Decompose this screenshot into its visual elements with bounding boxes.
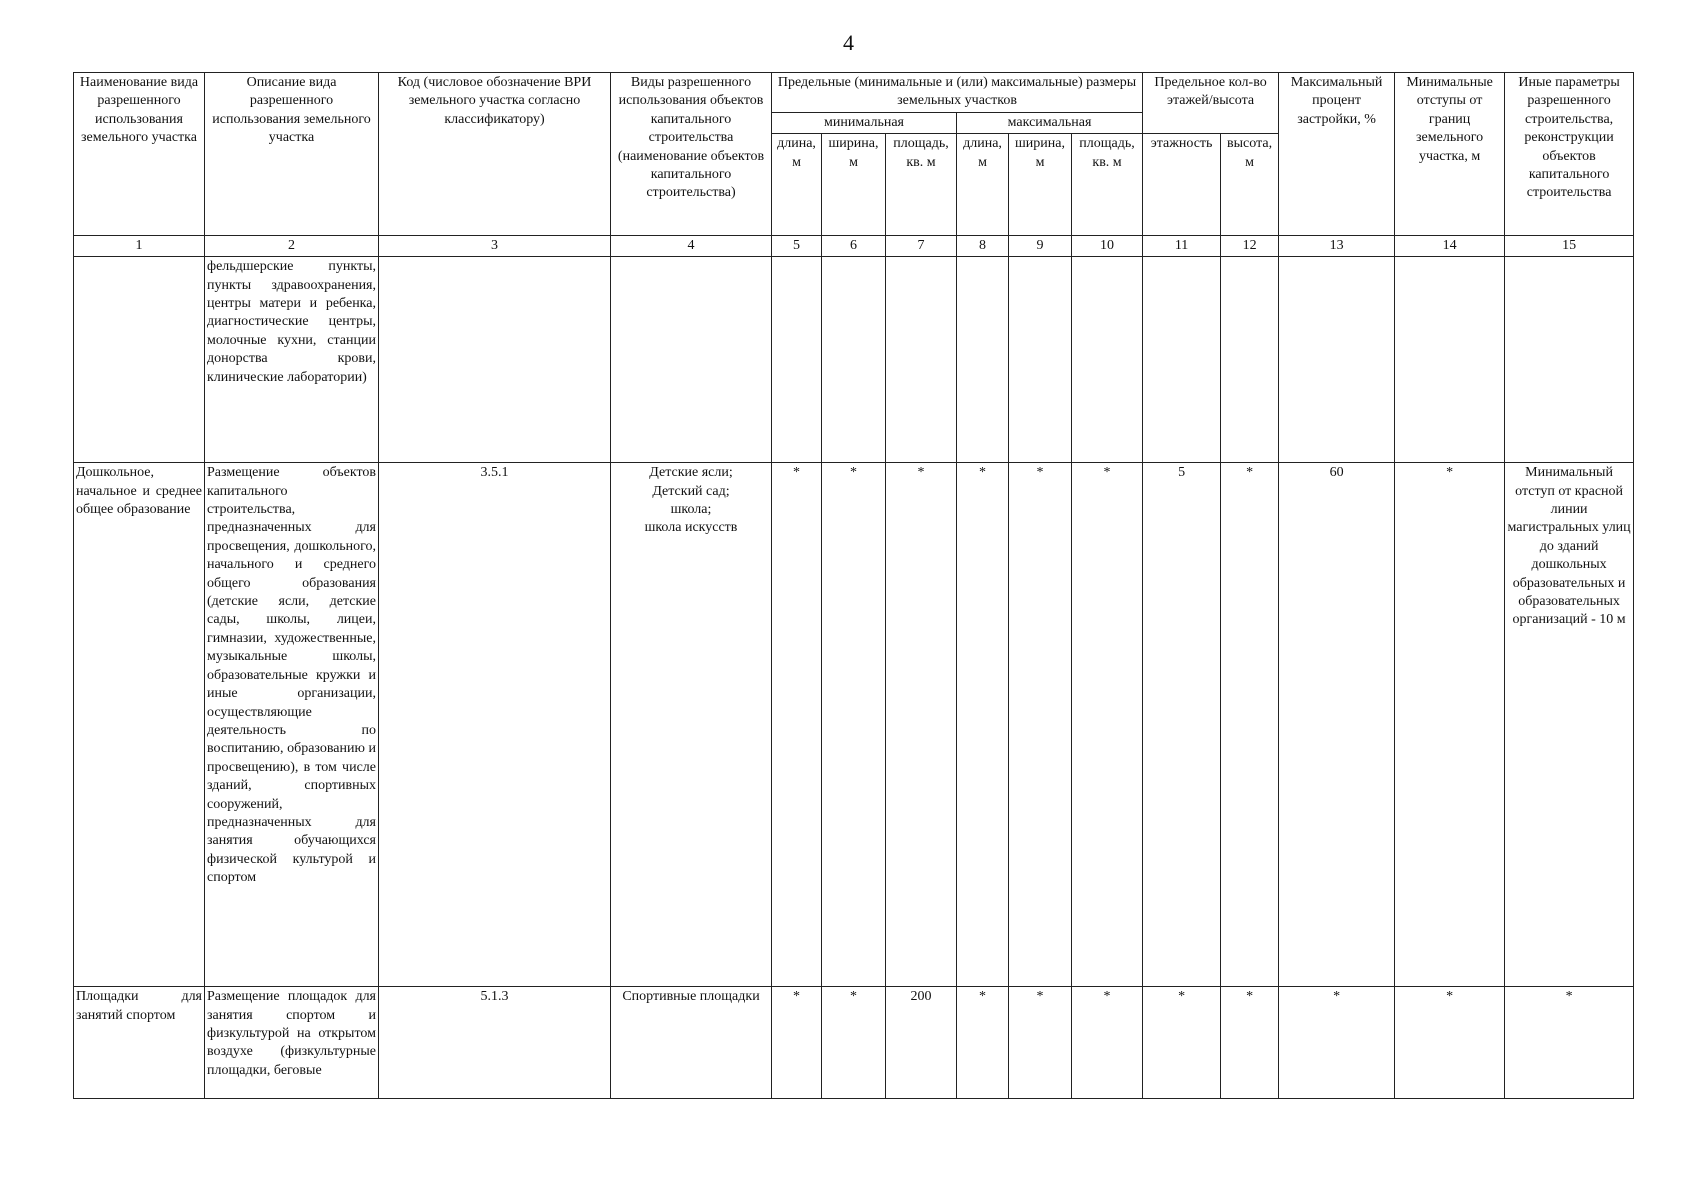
column-number-row — [74, 236, 1634, 257]
permitted-use-table — [73, 72, 1634, 1099]
page-number: 4 — [843, 30, 854, 55]
max-area-value — [1072, 257, 1143, 463]
land-use-name — [74, 257, 205, 463]
land-use-code: 3.5.1 — [379, 463, 611, 987]
header-other-parameters: Иные параметры разрешенного строительства, реконструкции объектов капитального строительства — [1505, 73, 1634, 236]
header-max-length: длина, м — [957, 134, 1009, 236]
header-min-length: длина, м — [772, 134, 822, 236]
min-length-value: * — [772, 987, 822, 1099]
floors-value: 5 — [1143, 463, 1221, 987]
max-area-value: * — [1072, 463, 1143, 987]
column-number: 5 — [772, 236, 822, 257]
min-setbacks-value — [1395, 257, 1505, 463]
min-setbacks-value: * — [1395, 987, 1505, 1099]
header-code: Код (числовое обозначение ВРИ земельного участка согласно классификатору) — [379, 73, 611, 236]
header-min-area: площадь, кв. м — [886, 134, 957, 236]
column-number: 15 — [1505, 236, 1634, 257]
kind-item: Спортивные площадки — [622, 989, 760, 1005]
capital-construction-kinds — [611, 987, 772, 1099]
max-length-value — [957, 257, 1009, 463]
max-building-percent-value — [1279, 257, 1395, 463]
land-use-name: Площадки для занятий спортом — [74, 987, 205, 1099]
column-number: 13 — [1279, 236, 1395, 257]
other-parameters-value: * — [1505, 987, 1634, 1099]
header-max-area: площадь, кв. м — [1072, 134, 1143, 236]
kind-item: Детские ясли; — [649, 465, 733, 481]
header-minimum: минимальная — [772, 112, 957, 133]
header-land-use-name: Наименование вида разрешенного использования земельного участка — [74, 73, 205, 236]
table-row — [74, 257, 1634, 463]
max-width-value: * — [1009, 463, 1072, 987]
min-area-value: * — [886, 463, 957, 987]
height-value — [1221, 257, 1279, 463]
header-min-width: ширина, м — [822, 134, 886, 236]
header-floors-height: Предельное кол-во этажей/высота — [1143, 73, 1279, 134]
max-building-percent-value: * — [1279, 987, 1395, 1099]
column-number: 14 — [1395, 236, 1505, 257]
height-value: * — [1221, 463, 1279, 987]
kind-item: школа; — [670, 502, 712, 518]
max-area-value: * — [1072, 987, 1143, 1099]
land-use-description: Размещение объектов капитального строительства, предназначенных для просвещения, дошкольного, начального и среднего общего образования (детские ясли, детские сады, школы, лицеи, гимназии, художественные, музыкальные школы, образовательные кружки и иные организации, осуществляющие деятельность по воспитанию, образованию и просвещению), в том числе зданий, спортивных сооружений, предназначенных для занятия обучающихся физической культурой и спортом — [205, 463, 379, 987]
table-row — [74, 987, 1634, 1099]
max-length-value: * — [957, 987, 1009, 1099]
capital-construction-kinds — [611, 257, 772, 463]
column-number: 7 — [886, 236, 957, 257]
other-parameters-value: Минимальный отступ от красной линии магистральных улиц до зданий дошкольных образовательных и образовательных организаций - 10 м — [1505, 463, 1634, 987]
land-use-name: Дошкольное, начальное и среднее общее образование — [74, 463, 205, 987]
min-setbacks-value: * — [1395, 463, 1505, 987]
header-capital-construction-kinds: Виды разрешенного использования объектов капитального строительства (наименование объектов капитального строительства) — [611, 73, 772, 236]
header-max-building-percent: Максимальный процент застройки, % — [1279, 73, 1395, 236]
column-number: 8 — [957, 236, 1009, 257]
land-use-code — [379, 257, 611, 463]
column-number: 3 — [379, 236, 611, 257]
min-area-value — [886, 257, 957, 463]
min-width-value: * — [822, 463, 886, 987]
min-width-value — [822, 257, 886, 463]
table-row — [74, 463, 1634, 987]
max-width-value — [1009, 257, 1072, 463]
column-number: 11 — [1143, 236, 1221, 257]
column-number: 1 — [74, 236, 205, 257]
column-number: 12 — [1221, 236, 1279, 257]
floors-value: * — [1143, 987, 1221, 1099]
column-number: 6 — [822, 236, 886, 257]
min-area-value: 200 — [886, 987, 957, 1099]
column-number: 9 — [1009, 236, 1072, 257]
kind-item: Детский сад; — [652, 483, 730, 499]
max-building-percent-value: 60 — [1279, 463, 1395, 987]
column-number: 4 — [611, 236, 772, 257]
other-parameters-value — [1505, 257, 1634, 463]
max-width-value: * — [1009, 987, 1072, 1099]
land-use-description: фельдшерские пункты, пункты здравоохранения, центры матери и ребенка, диагностические центры, молочные кухни, станции донорства крови, клинические лаборатории) — [205, 257, 379, 463]
kind-item: школа искусств — [644, 520, 738, 536]
max-length-value: * — [957, 463, 1009, 987]
header-plot-size-limits: Предельные (минимальные и (или) максимальные) размеры земельных участков — [772, 73, 1143, 113]
min-length-value — [772, 257, 822, 463]
header-description: Описание вида разрешенного использования земельного участка — [205, 73, 379, 236]
land-use-description: Размещение площадок для занятия спортом и физкультурой на открытом воздухе (физкультурные площадки, беговые — [205, 987, 379, 1099]
column-number: 2 — [205, 236, 379, 257]
capital-construction-kinds — [611, 463, 772, 987]
min-width-value: * — [822, 987, 886, 1099]
header-height: высота, м — [1221, 134, 1279, 236]
column-number: 10 — [1072, 236, 1143, 257]
land-use-code: 5.1.3 — [379, 987, 611, 1099]
header-maximum: максимальная — [957, 112, 1143, 133]
min-length-value: * — [772, 463, 822, 987]
header-max-width: ширина, м — [1009, 134, 1072, 236]
height-value: * — [1221, 987, 1279, 1099]
header-floors: этажность — [1143, 134, 1221, 236]
header-min-setbacks: Минимальные отступы от границ земельного участка, м — [1395, 73, 1505, 236]
floors-value — [1143, 257, 1221, 463]
